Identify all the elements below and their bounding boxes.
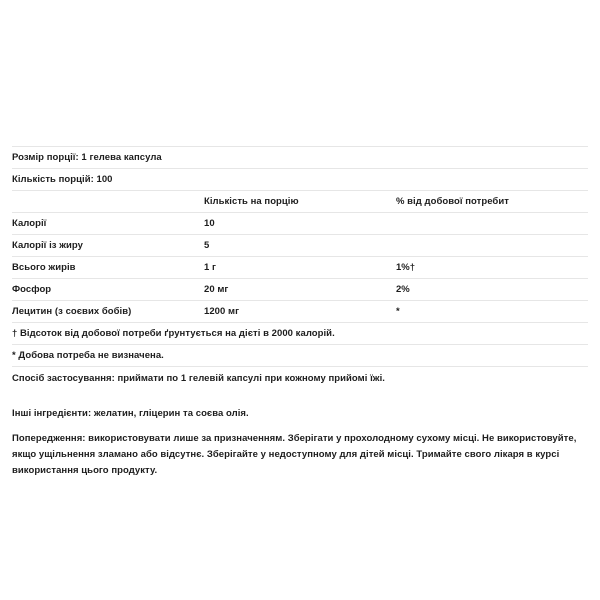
table-row <box>12 235 588 257</box>
nutrient-name: Всього жирів <box>12 257 204 279</box>
nutrient-daily-value: 2% <box>396 279 588 301</box>
header-amount-per-serving: Кількість на порцію <box>204 191 396 213</box>
nutrient-amount: 10 <box>204 213 396 235</box>
footnote-row <box>12 345 588 367</box>
other-ingredients: Інші інгредієнти: желатин, гліцерин та соєва олія. <box>12 408 249 419</box>
not-established-footnote: * Добова потреба не визначена. <box>12 345 588 367</box>
servings-per-container-text: Кількість порцій: 100 <box>12 169 588 191</box>
footnote-row <box>12 323 588 345</box>
table-row <box>12 301 588 323</box>
nutrient-amount: 1200 мг <box>204 301 396 323</box>
table-row <box>12 279 588 301</box>
nutrient-daily-value <box>396 213 588 235</box>
serving-size-text: Розмір порції: 1 гелева капсула <box>12 147 588 169</box>
nutrient-name: Фосфор <box>12 279 204 301</box>
daily-value-footnote: † Відсоток від добової потреби ґрунтується на дієті в 2000 калорій. <box>12 323 588 345</box>
serving-size-row <box>12 147 588 169</box>
table-row <box>12 257 588 279</box>
nutrient-amount: 20 мг <box>204 279 396 301</box>
table-row <box>12 213 588 235</box>
nutrient-daily-value: * <box>396 301 588 323</box>
warning-text: Попередження: використовувати лише за призначенням. Зберігати у прохолодному сухому місці. Не використовуйте, якщо ущільнення зламано або відсутнє. Зберігайте у недоступному для дітей місці. Тримайте свого лікаря в курсі використання цього продукту. <box>12 433 577 476</box>
nutrient-amount: 1 г <box>204 257 396 279</box>
nutrient-name: Калорії із жиру <box>12 235 204 257</box>
table-header-row <box>12 191 588 213</box>
supplement-facts-table <box>12 146 588 367</box>
header-percent-daily-value: % від добової потребит <box>396 191 588 213</box>
servings-per-container-row <box>12 169 588 191</box>
nutrient-daily-value <box>396 235 588 257</box>
usage-instructions: Спосіб застосування: приймати по 1 гелевій капсулі при кожному прийомі їжі. <box>12 373 385 384</box>
nutrient-name: Лецитин (з соєвих бобів) <box>12 301 204 323</box>
nutrient-daily-value: 1%† <box>396 257 588 279</box>
nutrient-name: Калорії <box>12 213 204 235</box>
header-label-column <box>12 191 204 213</box>
nutrient-amount: 5 <box>204 235 396 257</box>
